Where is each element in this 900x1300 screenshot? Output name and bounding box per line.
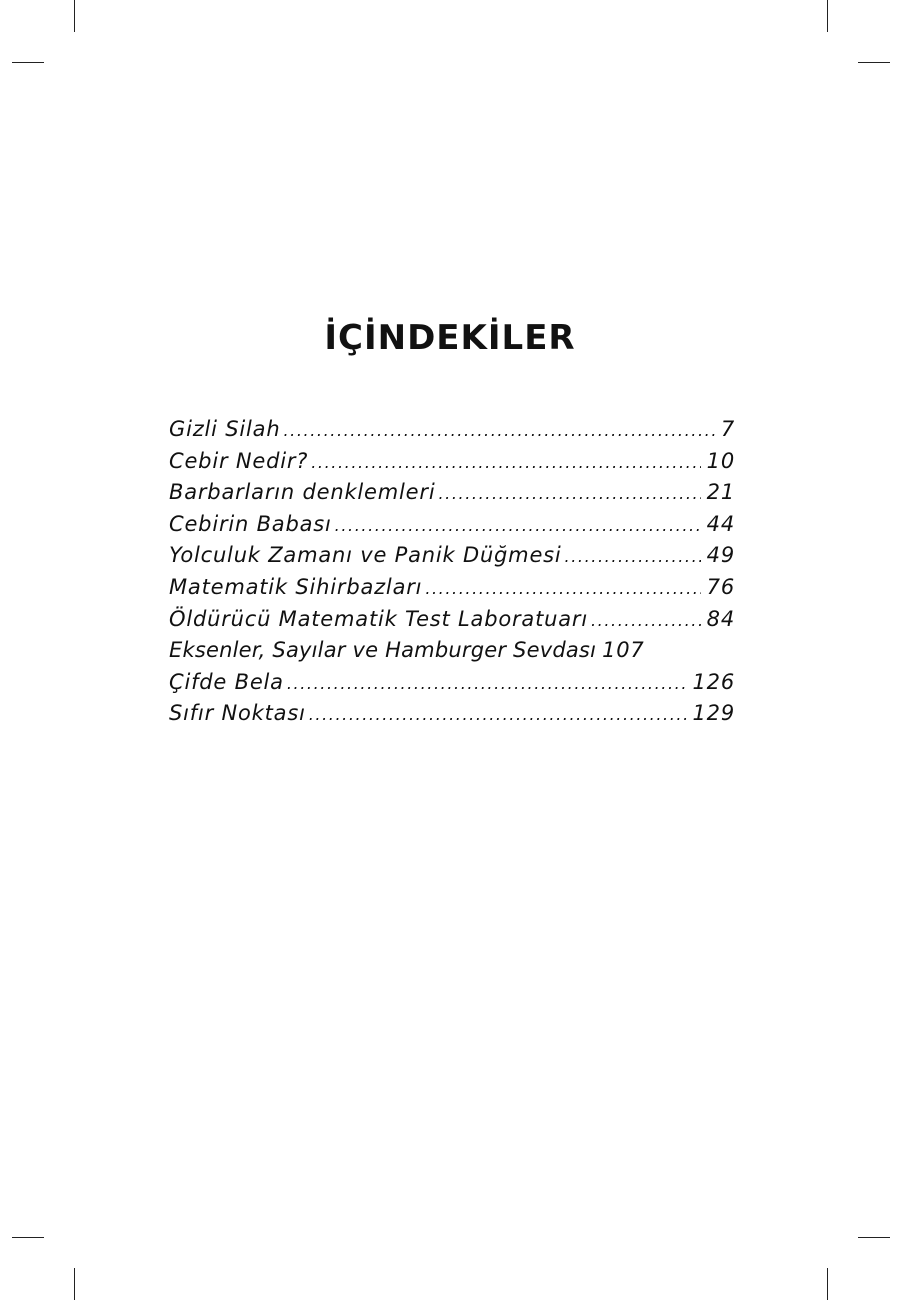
toc-entry-title: Gizli Silah bbox=[169, 417, 281, 441]
toc-entry-page: 44 bbox=[706, 511, 735, 536]
toc-entry-page: 107 bbox=[602, 638, 645, 663]
toc-entry bbox=[169, 667, 735, 699]
crop-mark-top-left bbox=[12, 62, 44, 63]
toc-dot-leader bbox=[425, 573, 700, 605]
toc-entry-title: Matematik Sihirbazları bbox=[169, 574, 423, 599]
crop-mark-bottom-right bbox=[858, 1237, 890, 1238]
toc-entry-page: 49 bbox=[706, 543, 735, 568]
crop-mark-bottom-left bbox=[74, 1268, 75, 1300]
toc-entry bbox=[169, 446, 735, 478]
toc-entry-page: 76 bbox=[706, 574, 735, 599]
toc-dot-leader bbox=[438, 478, 700, 510]
toc-dot-leader bbox=[591, 605, 701, 637]
toc-entry bbox=[169, 540, 735, 572]
toc-entry-title: Barbarların denklemleri bbox=[169, 480, 436, 505]
page-title: İÇİNDEKİLER bbox=[324, 318, 576, 358]
toc-entry-page: 84 bbox=[706, 606, 735, 631]
crop-mark-top-right bbox=[827, 0, 828, 32]
toc-dot-leader bbox=[283, 415, 714, 447]
toc-entry-title: Sıfır Noktası bbox=[169, 701, 306, 726]
toc-entry bbox=[169, 635, 735, 667]
crop-mark-top-right bbox=[858, 62, 890, 63]
toc-entry bbox=[169, 698, 735, 730]
toc-entry-title: Çifde Bela bbox=[169, 669, 284, 694]
toc-entry-title: Cebirin Babası bbox=[169, 511, 332, 536]
toc-entry-page: 21 bbox=[706, 480, 735, 505]
toc-dot-leader bbox=[287, 668, 687, 700]
toc-dot-leader bbox=[335, 510, 701, 542]
table-of-contents bbox=[169, 414, 735, 730]
toc-entry bbox=[169, 509, 735, 541]
toc-dot-leader bbox=[565, 541, 701, 573]
toc-entry-title: Yolculuk Zamanı ve Panik Düğmesi bbox=[169, 543, 562, 568]
toc-entry bbox=[169, 572, 735, 604]
toc-entry bbox=[169, 414, 735, 446]
toc-entry-title: Eksenler, Sayılar ve Hamburger Sevdası bbox=[169, 638, 597, 663]
toc-entry-page: 10 bbox=[706, 448, 735, 473]
crop-mark-top-left bbox=[74, 0, 75, 32]
toc-entry bbox=[169, 477, 735, 509]
toc-entry-title: Cebir Nedir? bbox=[169, 448, 309, 473]
toc-entry-page: 126 bbox=[692, 669, 735, 694]
toc-entry bbox=[169, 604, 735, 636]
toc-dot-leader bbox=[309, 699, 687, 731]
crop-mark-bottom-right bbox=[827, 1268, 828, 1300]
toc-entry-page: 129 bbox=[692, 701, 735, 726]
toc-entry-page: 7 bbox=[720, 417, 735, 441]
toc-entry-title: Öldürücü Matematik Test Laboratuarı bbox=[169, 606, 588, 631]
crop-mark-bottom-left bbox=[12, 1237, 44, 1238]
toc-dot-leader bbox=[311, 447, 700, 479]
